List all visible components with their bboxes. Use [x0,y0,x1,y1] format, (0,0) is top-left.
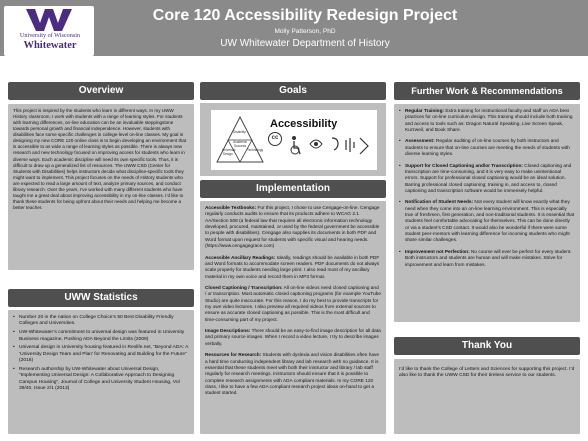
implementation-item [205,329,381,348]
list-item: • Research authorship by UW-Whitewater about Universal Design, “Implementing Universal Design: A Collaborative Approach to Designing Campus Housing”, Journal of College and University Student Housing, Vol 39/40, Issue 2/1 (2013) [13,367,189,393]
list-item: • Number 20 in the nation on College Choice’s 50 Best Disability Friendly Colleges and Universities. [13,315,189,328]
university-logo [4,6,94,56]
statistics-list [13,315,189,393]
overview-heading: Overview [8,82,194,100]
list-item-title: Support for Closed Captioning and/or Transcription: [405,163,523,169]
triangle-label: Technology [247,148,264,152]
poster-department: UW Whitewater Department of History [220,38,390,49]
list-item-text: Closed captioning and transcription are time-consuming, and it is very easy to make unintentional errors. Support for professional closed captioning would be an ideal solution. Barring professional closed captioning; training in, and access to, closed captioning and transcription software would be immensely helpful. [405,163,572,194]
list-item [399,109,575,134]
list-item-text: Not every student will know exactly what they need when they come into an on-line learning environment. This is especially true of freshmen, first generation, and non-traditional students. It is essential that students feel comfortable advocating for themselves. This can be done directly or via a student’s CSD contact. It would also be wonderful if there were some student peer-mentors with learning difference for incoming students who might share similar challenges. [405,200,575,244]
overview-panel [8,104,194,270]
thanks-text: I’d like to thank the College of Letters and Sciences for supporting this project. I’d also like to thank the UWW CSD for their tireless service to our students. [399,367,575,379]
list-item: • UW-Whitewater’s commitment to universal design was featured in University Business magazine, Pushing ADA Beyond the Limits (2009) [13,330,189,343]
goals-heading: Goals [200,82,386,100]
further-work-list [399,109,575,269]
list-item [399,164,575,196]
list-item-title: Improvement not Perfection: [405,249,470,255]
triangle-label: Universal [222,148,236,152]
list-item-title: Notification of Student Needs: [405,200,474,206]
implementation-item-text: Ideally, readings should be available in both PDF and Word formats to accommodate screen readers. PDF documents do not always scale properly for students needing large print. I also read most of my ancillary material in my own voice and record them in MP3 format. [205,255,380,280]
poster-title: Core 120 Accessibility Redesign Project [152,7,458,24]
implementation-item-title: Accessible Ancillary Readings: [205,255,276,261]
implementation-item-title: Image Descriptions: [205,329,251,335]
implementation-item-title: Accessible Textbooks: [205,206,257,211]
implementation-item [205,286,381,324]
poster-author: Molly Patterson, PhD [274,28,336,35]
statistics-heading: UWW Statistics [8,289,194,307]
list-item [399,139,575,158]
accessibility-word: Accessibility [270,118,338,130]
implementation-item-text: All on-line videos need closed captioning and / or transcription. Most automatic closed captioning programs (for example YouTube Studio) are quite inaccurate. For this reason, I do my best to provide transcripts for my own video lectures. I also preview all required videos from external sources to ensure as accurate closed captioning as possible. This is the most difficult and time-consuming part of my project. [205,285,381,323]
implementation-item-text: There should be an easy-to-find image description for all data and primary source images. When I record a video lecture, I try to describe images verbally. [205,329,381,347]
implementation-item [205,206,381,251]
further-work-panel [394,104,580,322]
further-work-heading: Further Work & Recommendations [394,82,580,100]
implementation-item-title: Closed Captioning / Transcription: [205,285,283,291]
w-logo-icon [26,9,72,31]
implementation-item-text: Students with dyslexia and vision disabilities often have a hard time conducting independent library and lab research with no guidance. It is essential that these students meet with both their instructor and library / lab staff regularly for research meetings. Instructors should ensure that it is possible to complete research assignments with ADA compliant materials. In my CORE 120 class, I like to have a few ADA compliant research project ideas on-hand to get a student started. [205,353,379,397]
implementation-panel [200,201,386,434]
thanks-panel [394,359,580,434]
logo-line2: Whitewater [23,40,77,51]
implementation-item [205,353,381,398]
implementation-item-text: For this project, I chose to use Cengage-on-line. Cengage regularly conducts audits to ensure that its products adhere to WCAG 2.1 AA/Section 508 (a federal law that requires all electronic information technology developed, procured, maintained, or used by the federal government be accessible to people with disabilities). Cengage also supplies its documents in both PDF and Word format upon request for students with specific visual and hearing needs. (https://www.cengagegrace.com) [205,206,380,250]
implementation-item [205,256,381,281]
list-item [399,200,575,245]
closed-caption-icon: cc [268,132,282,146]
list-item-title: Assessment: [405,139,435,145]
list-item [399,250,575,269]
triangle-label: Design [223,152,233,156]
overview-text: This project is inspired by the students who learn in different ways. In my UWW History classroom, I work with students with a range of learning styles. For students with learning differences, on-line education can be an invaluable steppingstone towards personal growth and financial independence. However, students with disabilities face some specific challenges in college-level on-line classes. My goal in designing my new CORE 120 online class is to begin developing an environment that is accessible to as wide a range of learning styles as possible. There is always new research and new technology focused on improving access for students who learn in diverse ways. Each academic discipline will need its own specific tools. Thus, it is difficult to draw up a generalized list of resources. The UWW CSD (Center for Students with Disabilities) helps instructors decide what discipline-specific tools they might want to implement. This project focuses on the needs of History students who are expected to read a large amount of text, analyze primary sources, and conduct library research. Over the years, I’ve worked with many different students who have taught me a great deal about improving accessibility in my on-line classes. I’d like to thank these students for being upfront about their needs and helping me become a better teacher. [13,108,187,210]
triangle-label: Success [234,144,247,148]
logo-line1: University of Wisconsin [19,32,81,39]
triangle-label: Academic [233,140,247,144]
statistics-panel [8,310,194,434]
thanks-heading: Thank You [394,337,580,355]
triangle-label: Disability [233,130,246,134]
implementation-heading: Implementation [200,180,386,198]
list-item-text: Regular auditing of on-line courses by both instructors and students to ensure that on-line courses are meeting the needs of students with diverse learning styles. [405,139,570,158]
list-item: • Universal design in University housing featured in Reslife.net, “Beyond ADA: A ‘University Design Team and Plan’ for Renovating and Building for the Future” (2016) [13,345,189,364]
list-item-title: Regular Training: [405,109,445,114]
list-item-text: Extra training for instructional faculty and staff on ADA best practices for on-line curriculum design. This training should include both training and access to tools such as: Dragon Natural Speaking, Live Screen Speak, Kurzweil, and Book Share. [405,109,573,134]
accessibility-symbols-icon [288,132,370,158]
implementation-item-title: Resources for Research: [205,353,262,359]
list-item-text: No course will ever be perfect for every student. Both instructors and students are human and will make mistakes. Strive for improvement and learn from mistakes. [405,249,572,268]
